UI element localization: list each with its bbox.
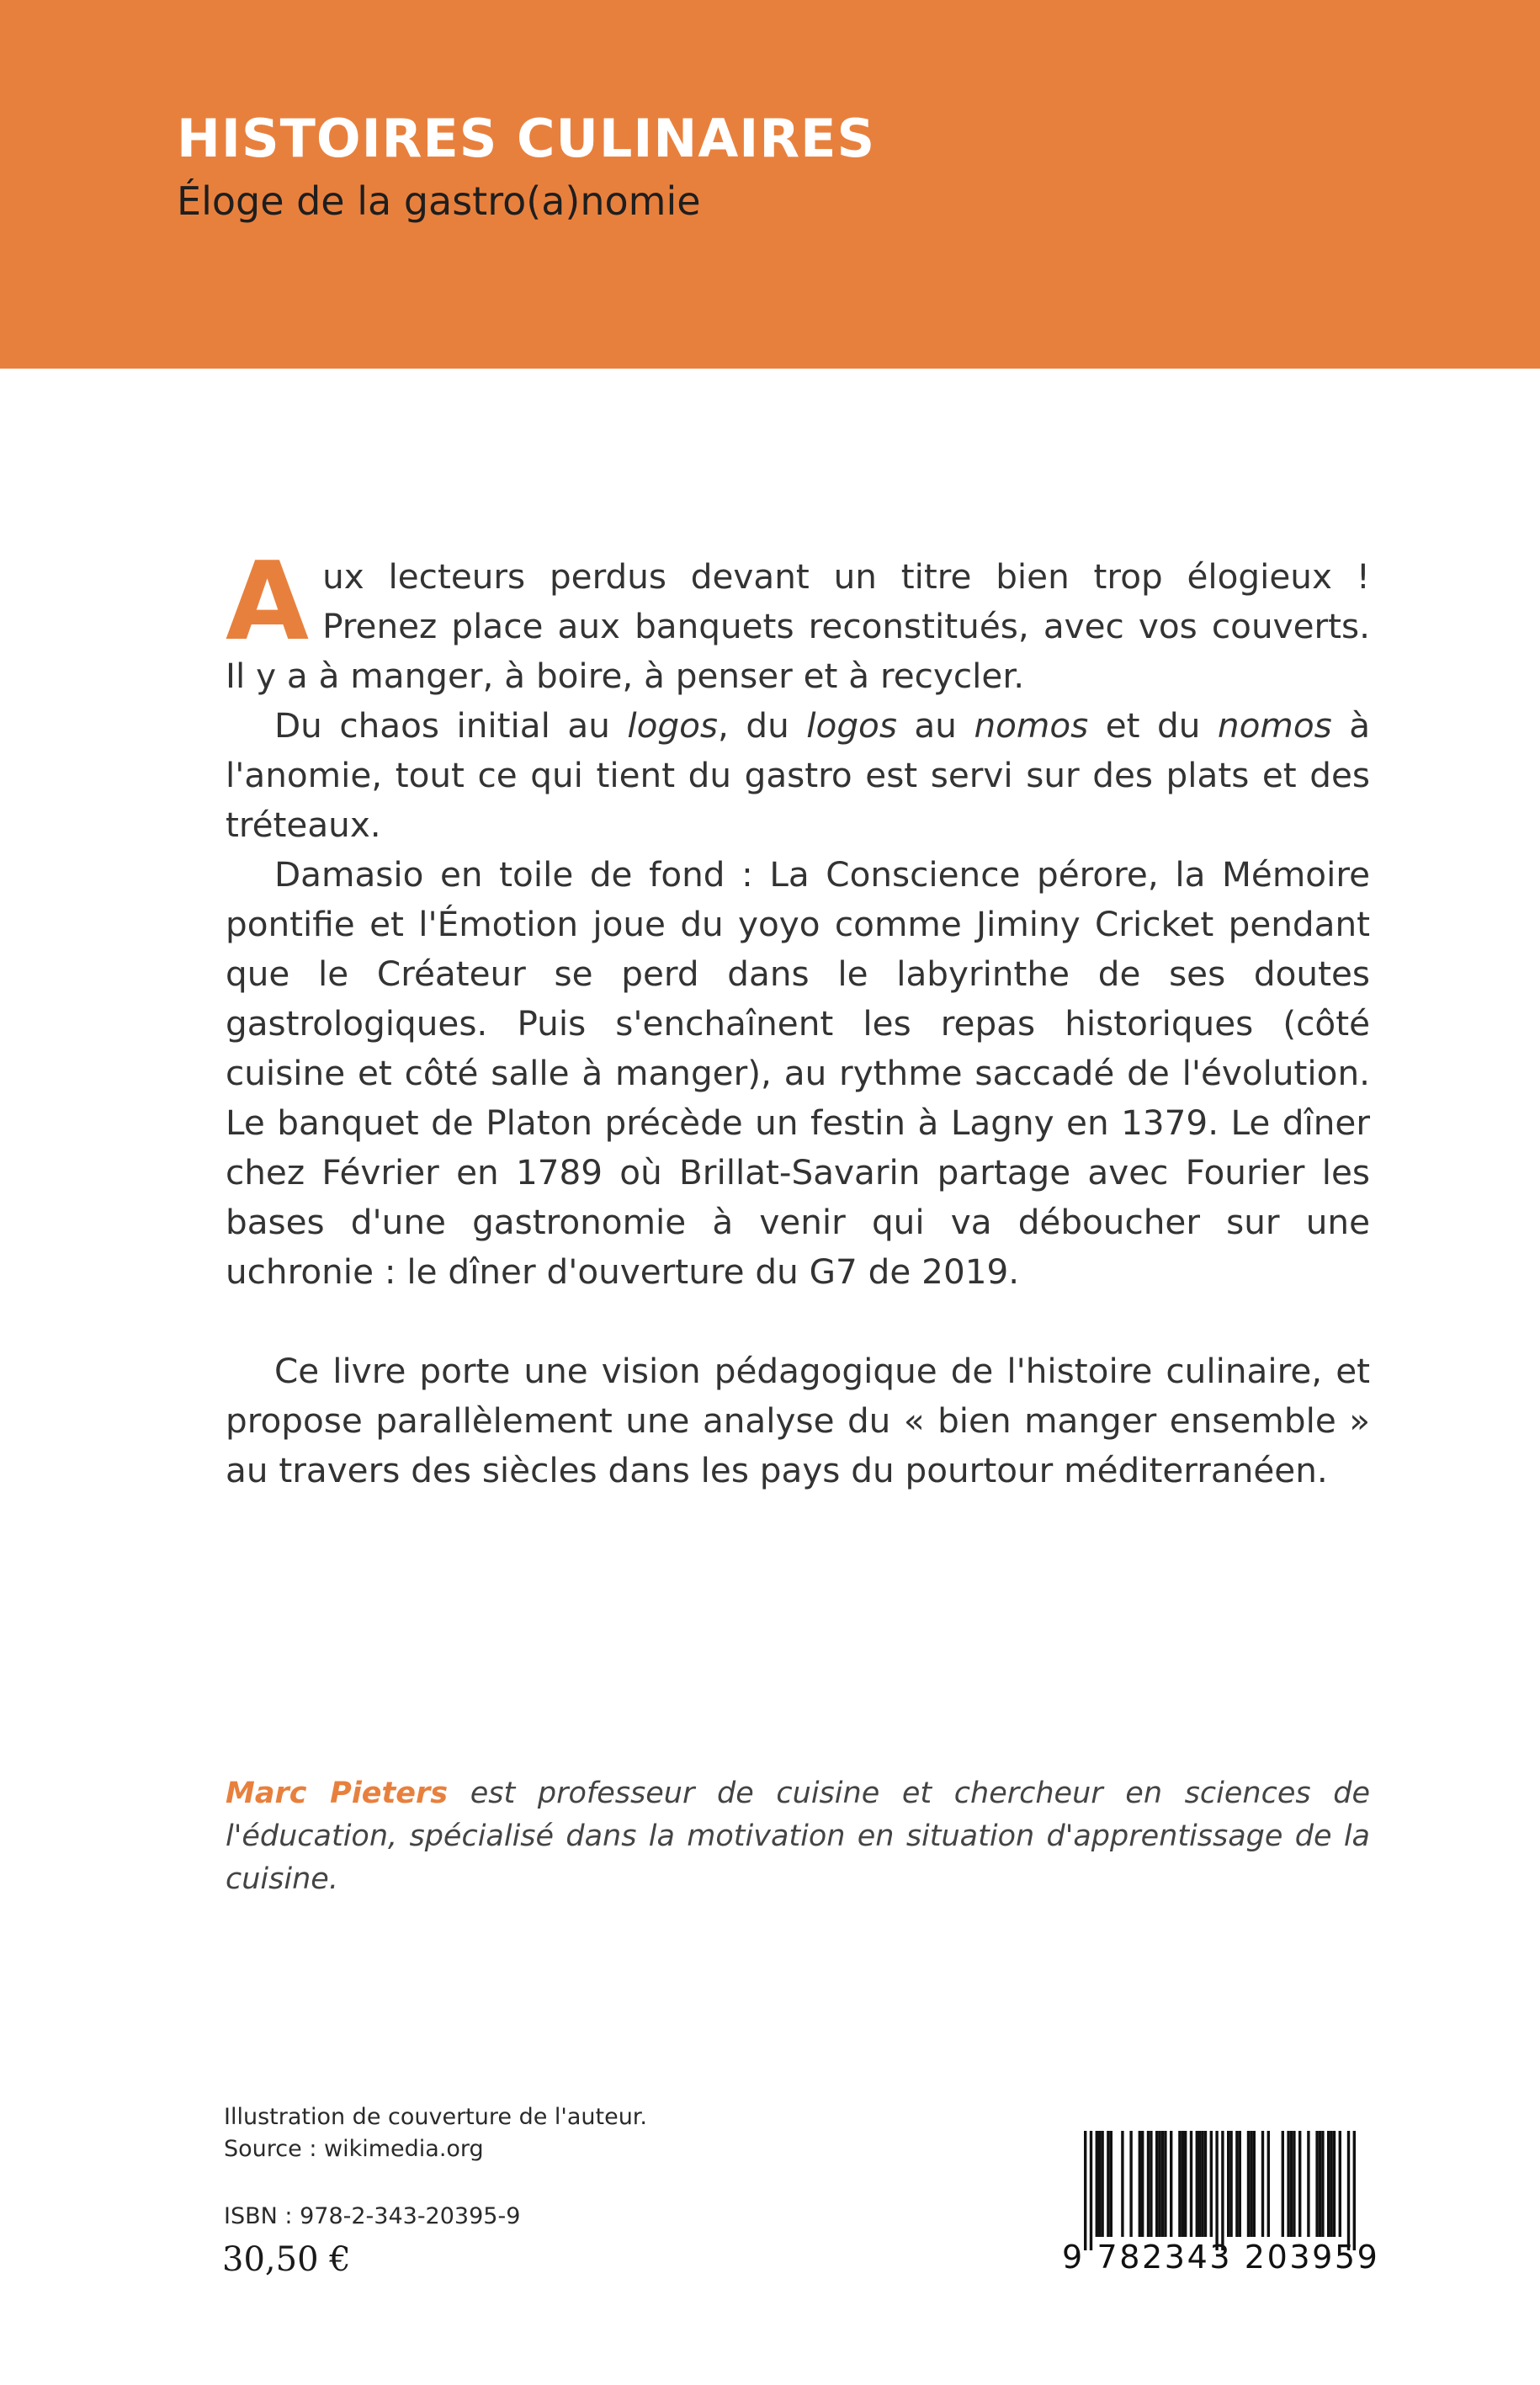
blurb-p2-a: Du chaos initial au: [274, 705, 628, 746]
author-bio: [226, 1772, 1370, 1901]
blurb-paragraph-1: [226, 539, 1370, 701]
barcode-bar: [1227, 2131, 1229, 2237]
barcode-bar: [1084, 2131, 1086, 2250]
barcode-bar: [1150, 2131, 1152, 2237]
barcode-bar: [1319, 2131, 1321, 2237]
barcode-bar: [1239, 2131, 1241, 2237]
barcode-bar: [1298, 2131, 1301, 2237]
barcode-bar: [1198, 2131, 1201, 2237]
blurb-p2-e: à l'anomie, tout ce qui tient du gastro est servi sur des plats et des tréteaux.: [226, 705, 1371, 845]
barcode-bar: [1261, 2131, 1264, 2237]
barcode-bar: [1339, 2131, 1341, 2237]
barcode-bar: [1210, 2131, 1213, 2237]
barcode-bar: [1290, 2131, 1293, 2237]
barcode-digits: 9 782343 203959: [1062, 2239, 1380, 2276]
blurb-paragraph-4: Ce livre porte une vision pédagogique de l'histoire culinaire, et propose parallèlement une analyse du « bien manger ensemble » au travers des siècles dans les pays du pourtour méditerranéen.: [226, 1351, 1370, 1490]
blurb-p2-logos-2: logos: [806, 705, 897, 746]
barcode-bar: [1293, 2131, 1295, 2237]
author-name: Marc Pieters: [226, 1777, 449, 1810]
price: 30,50 €: [222, 2240, 351, 2279]
barcode-bar: [1141, 2131, 1144, 2237]
barcode-bar: [1215, 2131, 1218, 2250]
barcode-bar: [1096, 2131, 1098, 2237]
blurb-p2-c: au: [896, 705, 974, 746]
barcode-bar: [1155, 2131, 1158, 2237]
barcode-bar: [1101, 2131, 1103, 2237]
blurb-p2-nomos-2: nomos: [1217, 705, 1332, 746]
barcode-bar: [1158, 2131, 1160, 2237]
barcode-bar: [1307, 2131, 1309, 2237]
book-title: HISTOIRES CULINAIRES: [177, 108, 876, 169]
barcode-bar: [1164, 2131, 1166, 2237]
back-cover-blurb: [226, 539, 1371, 1495]
barcode-bar: [1353, 2131, 1356, 2250]
barcode-bar: [1327, 2131, 1330, 2237]
barcode-bar: [1098, 2131, 1101, 2237]
barcode-bar: [1196, 2131, 1198, 2237]
barcode-bar: [1235, 2131, 1238, 2237]
barcode-bar: [1184, 2131, 1187, 2237]
barcode-bar: [1253, 2131, 1256, 2237]
barcode-bar: [1107, 2131, 1109, 2237]
barcode: [1062, 2131, 1380, 2282]
blurb-p2-d: et du: [1088, 705, 1218, 746]
isbn: ISBN : 978-2-343-20395-9: [224, 2203, 521, 2229]
barcode-bar: [1321, 2131, 1324, 2237]
barcode-bar: [1221, 2131, 1224, 2250]
barcode-bar: [1139, 2131, 1141, 2237]
blurb-paragraph-3: Damasio en toile de fond : La Conscience pérore, la Mémoire pontifie et l'Émotion joue du yoyo comme Jiminy Cricket pendant que le Créateur se perd dans le labyrinthe de ses doutes gastrologiques. Puis s'enchaînent les repas historiques (côté cuisine et côté salle à manger), au rythme saccadé de l'évolution. Le banquet de Platon précède un festin à Lagny en 1379. Le dîner chez Février en 1789 où Brillat-Savarin partage avec Fourier les bases d'une gastronomie à venir qui va déboucher sur une uchronie : le dîner d'ouverture du G7 de 2019.: [226, 854, 1370, 1292]
barcode-bar: [1090, 2131, 1092, 2250]
barcode-bar: [1315, 2131, 1318, 2237]
blurb-p1-text: ux lecteurs perdus devant un titre bien trop élogieux ! Prenez place aux banquets reconstitués, avec vos couverts. Il y a à manger, à boire, à penser et à recycler.: [226, 556, 1370, 696]
credits-illustration: Illustration de couverture de l'auteur.: [224, 2104, 648, 2130]
header-band: [0, 0, 1540, 369]
barcode-bar: [1282, 2131, 1284, 2237]
barcode-bar: [1129, 2131, 1132, 2237]
barcode-bar: [1250, 2131, 1252, 2237]
barcode-bar: [1247, 2131, 1250, 2237]
barcode-bar: [1330, 2131, 1332, 2237]
barcode-bar: [1190, 2131, 1192, 2237]
barcode-bar: [1182, 2131, 1184, 2237]
barcode-bar: [1147, 2131, 1150, 2237]
barcode-bar: [1287, 2131, 1289, 2237]
barcode-bar: [1267, 2131, 1270, 2237]
drop-cap: A: [226, 539, 310, 665]
barcode-bar: [1170, 2131, 1172, 2237]
barcode-bar: [1121, 2131, 1123, 2237]
blurb-paragraph-2: [226, 701, 1370, 850]
barcode-bar: [1178, 2131, 1181, 2237]
barcode-bar: [1161, 2131, 1164, 2237]
barcode-bar: [1347, 2131, 1350, 2250]
book-subtitle: Éloge de la gastro(a)nomie: [177, 178, 701, 224]
barcode-bar: [1333, 2131, 1336, 2237]
blurb-p2-nomos-1: nomos: [974, 705, 1089, 746]
barcode-bar: [1201, 2131, 1203, 2237]
blurb-p2-b: , du: [718, 705, 807, 746]
barcode-bar: [1229, 2131, 1232, 2237]
barcode-bar: [1204, 2131, 1207, 2237]
blurb-p2-logos-1: logos: [627, 705, 719, 746]
author-bio-text: est professeur de cuisine et chercheur en sciences de l'éducation, spécialisé dans la motivation en situation d'apprentissage de la cuisine.: [226, 1777, 1370, 1896]
barcode-bar: [1110, 2131, 1113, 2237]
credits-source: Source : wikimedia.org: [224, 2136, 484, 2162]
